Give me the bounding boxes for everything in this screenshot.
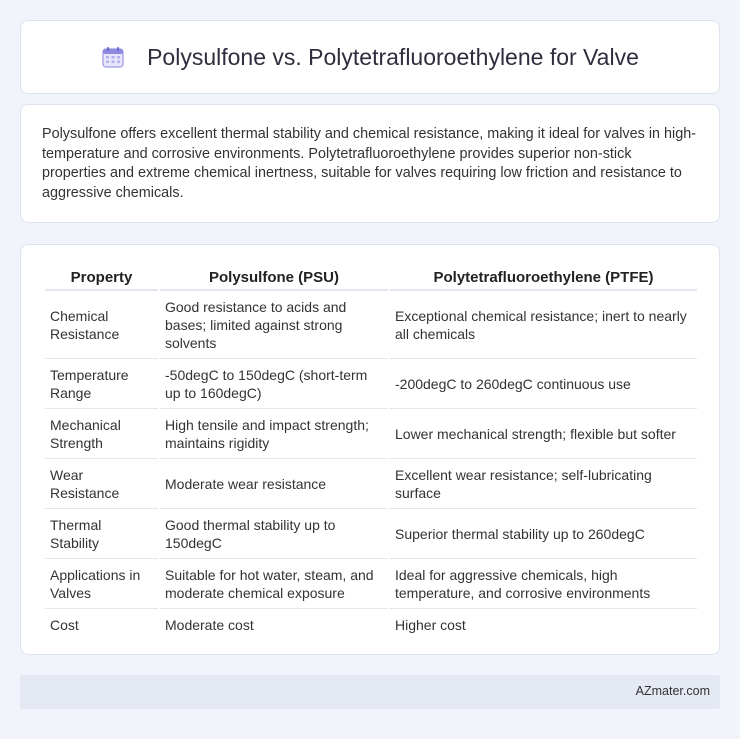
comparison-table	[43, 266, 699, 640]
ptfe-cell: Lower mechanical strength; flexible but softer	[390, 409, 697, 459]
property-cell: Chemical Resistance	[45, 291, 158, 359]
property-cell: Applications in Valves	[45, 559, 158, 609]
psu-cell: Good resistance to acids and bases; limited against strong solvents	[160, 291, 388, 359]
page-title: Polysulfone vs. Polytetrafluoroethylene for Valve	[147, 43, 639, 70]
column-header-psu: Polysulfone (PSU)	[160, 266, 388, 291]
calendar-icon	[101, 45, 125, 69]
psu-cell: -50degC to 150degC (short-term up to 160degC)	[160, 359, 388, 409]
property-cell: Wear Resistance	[45, 459, 158, 509]
column-header-property: Property	[45, 266, 158, 291]
footer	[20, 675, 720, 709]
table-row	[45, 609, 697, 640]
property-cell: Thermal Stability	[45, 509, 158, 559]
ptfe-cell: Excellent wear resistance; self-lubricating surface	[390, 459, 697, 509]
table-row	[45, 509, 697, 559]
ptfe-cell: Ideal for aggressive chemicals, high temperature, and corrosive environments	[390, 559, 697, 609]
ptfe-cell: Exceptional chemical resistance; inert to nearly all chemicals	[390, 291, 697, 359]
comparison-table-card	[20, 244, 720, 655]
property-cell: Temperature Range	[45, 359, 158, 409]
psu-cell: Suitable for hot water, steam, and moderate chemical exposure	[160, 559, 388, 609]
table-row	[45, 291, 697, 359]
property-cell: Cost	[50, 617, 79, 633]
ptfe-cell: Higher cost	[395, 617, 466, 633]
footer-brand: AZmater.com	[635, 684, 710, 698]
ptfe-cell: -200degC to 260degC continuous use	[390, 359, 697, 409]
psu-cell: High tensile and impact strength; maintains rigidity	[160, 409, 388, 459]
ptfe-cell: Superior thermal stability up to 260degC	[390, 509, 697, 559]
table-row	[45, 559, 697, 609]
psu-cell: Good thermal stability up to 150degC	[160, 509, 388, 559]
title-card	[20, 20, 720, 94]
table-row	[45, 359, 697, 409]
psu-cell: Moderate cost	[165, 617, 254, 633]
summary-text: Polysulfone offers excellent thermal stability and chemical resistance, making it ideal for valves in high-temperature and corrosive environments. Polytetrafluoroethylene provides superior non-stick properties and extreme chemical inertness, suitable for valves requiring low friction and resistance to aggressive chemicals.	[42, 126, 697, 201]
psu-cell: Moderate wear resistance	[160, 459, 388, 509]
column-header-ptfe: Polytetrafluoroethylene (PTFE)	[390, 266, 697, 291]
property-cell: Mechanical Strength	[45, 409, 158, 459]
summary-card	[20, 104, 720, 223]
table-row	[45, 459, 697, 509]
table-row	[45, 409, 697, 459]
table-header-row	[45, 266, 697, 291]
